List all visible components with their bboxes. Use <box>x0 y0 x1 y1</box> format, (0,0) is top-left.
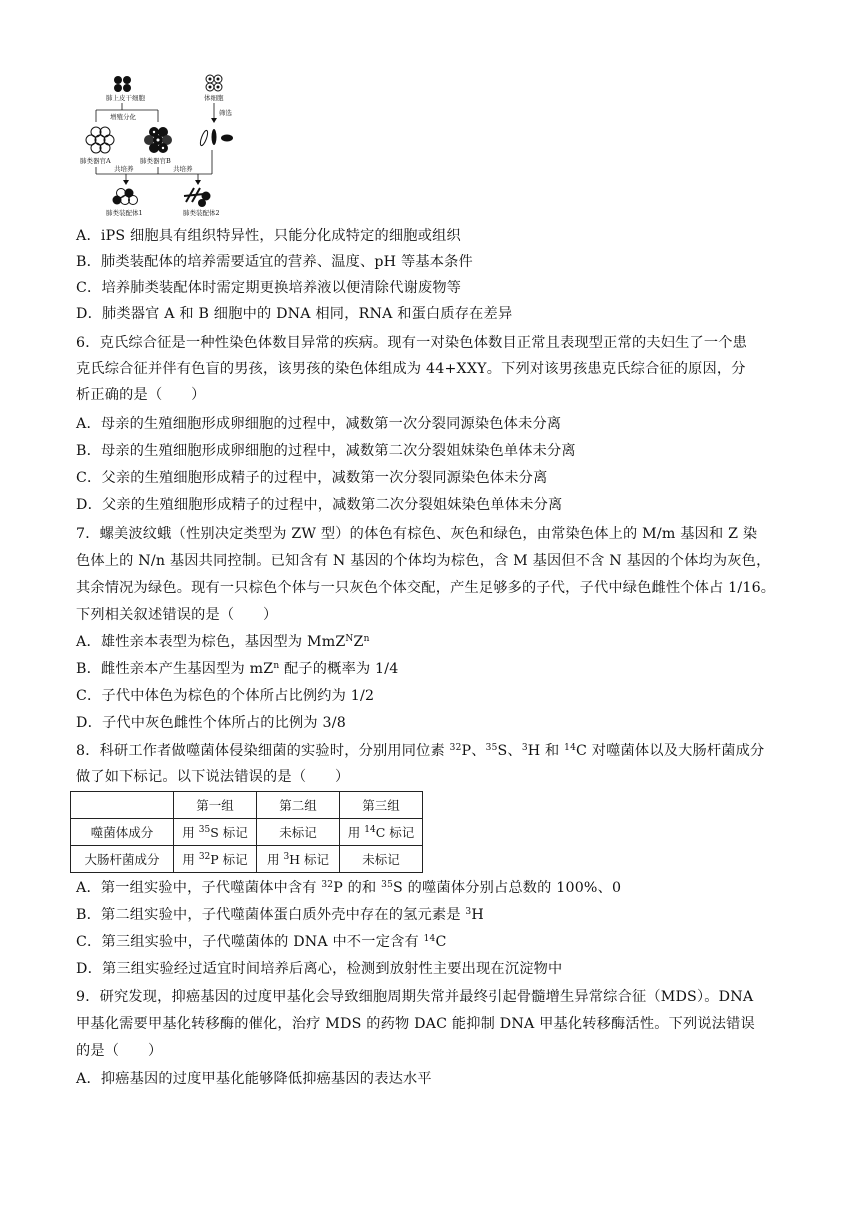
q8-c-sup: 14 <box>423 934 436 944</box>
q8-sup-14: 14 <box>564 743 576 753</box>
q5-option-a: A．iPS 细胞具有组织特异性，只能分化成特定的细胞或组织 <box>76 228 461 244</box>
q7-option-c: C．子代中体色为棕色的个体所占比例约为 1/2 <box>76 688 375 704</box>
q8-stem-p3: H 和 <box>527 743 565 759</box>
fig-label-somatic: 体细胞 <box>204 94 224 102</box>
q8-a-sup-2: 35 <box>381 880 394 890</box>
lung-organoid-figure <box>76 70 246 220</box>
cell-text: C 标记 <box>375 825 415 840</box>
fig-label-organ-b: 肺类器官B <box>140 157 171 165</box>
fig-label-proliferate: 增殖分化 <box>110 113 136 121</box>
q6-option-d: D．父亲的生殖细胞形成精子的过程中，减数第二次分裂姐妹染色单体未分离 <box>76 497 563 513</box>
q9-option-a: A．抑癌基因的过度甲基化能够降低抑癌基因的表达水平 <box>76 1071 432 1087</box>
q8-stem-line-1 <box>76 741 764 761</box>
q7-a-sup-1: N <box>345 634 354 644</box>
q6-stem-line-3: 析正确的是（ ） <box>76 387 206 403</box>
cell-text: S 标记 <box>210 825 248 840</box>
q7-stem-line-2: 色体上的 N/n 基因共同控制。已知含有 N 基因的个体均为棕色，含 M 基因但不含 N 基因的个体均为灰色， <box>76 553 771 569</box>
stem-cells-icon <box>114 76 131 92</box>
q8-option-a <box>76 878 621 898</box>
q8-option-d: D．第三组实验经过适宜时间培养后离心，检测到放射性主要出现在沉淀物中 <box>76 961 563 977</box>
q8-sup-35: 35 <box>485 743 498 753</box>
cell-text: P 标记 <box>210 852 248 867</box>
q8-c-text: C．第三组实验中，子代噬菌体的 DNA 中不一定含有 <box>76 934 424 950</box>
screened-cells-icon <box>199 129 233 146</box>
q8-stem-text: 8．科研工作者做噬菌体侵染细菌的实验时，分别用同位素 <box>76 743 450 759</box>
cell-sup: 3 <box>283 852 290 862</box>
q9-stem-line-3: 的是（ ） <box>76 1043 163 1059</box>
assembly-1-icon <box>113 189 138 205</box>
q8-a-mid: P 的和 <box>333 880 382 896</box>
table-cell <box>257 846 340 873</box>
fig-label-assembly-1: 肺类装配体1 <box>106 209 143 217</box>
q8-a-post: S 的噬菌体分别占总数的 100%、0 <box>393 880 622 896</box>
q8-stem-post: C 对噬菌体以及大肠杆菌成分 <box>576 743 765 759</box>
table-cell <box>174 846 257 873</box>
cell-text: H 标记 <box>289 852 330 867</box>
table-header-cell <box>71 792 174 819</box>
q8-a-text: A．第一组实验中，子代噬菌体中含有 <box>76 880 322 896</box>
q8-stem-line-2: 做了如下标记。以下说法错误的是（ ） <box>76 769 350 785</box>
fig-label-assembly-2: 肺类装配体2 <box>183 209 220 217</box>
q7-a-sup-2: n <box>363 634 370 644</box>
q7-b-sup: n <box>273 661 280 671</box>
q7-a-text: A．雄性亲本表型为棕色，基因型为 MmZ <box>76 634 346 650</box>
cell-text: 用 <box>266 852 284 867</box>
q7-a-mid: Z <box>353 634 364 650</box>
cell-sup: 14 <box>364 825 376 835</box>
q7-b-post: 配子的概率为 1/4 <box>279 661 399 677</box>
table-header-cell: 第一组 <box>174 792 257 819</box>
table-row-label: 噬菌体成分 <box>71 819 174 846</box>
fig-label-coculture-right: 共培养 <box>173 165 193 173</box>
q5-option-b: B．肺类装配体的培养需要适宜的营养、温度、pH 等基本条件 <box>76 254 473 270</box>
q7-stem-line-3: 其余情况为绿色。现有一只棕色个体与一只灰色个体交配，产生足够多的子代，子代中绿色雌性个体占 1/16。 <box>76 580 776 596</box>
labeling-table <box>70 791 423 873</box>
q8-b-sup: 3 <box>465 907 472 917</box>
q8-sup-32: 32 <box>449 743 462 753</box>
q8-b-post: H <box>471 907 484 923</box>
q7-b-text: B．雌性亲本产生基因型为 mZ <box>76 661 274 677</box>
table-header-row <box>71 792 423 819</box>
q6-option-b: B．母亲的生殖细胞形成卵细胞的过程中，减数第二次分裂姐妹染色单体未分离 <box>76 443 576 459</box>
q6-option-a: A．母亲的生殖细胞形成卵细胞的过程中，减数第一次分裂同源染色体未分离 <box>76 416 562 432</box>
table-header-cell: 第二组 <box>257 792 340 819</box>
q7-option-a <box>76 632 370 652</box>
q8-option-c <box>76 932 447 952</box>
q8-c-post: C <box>435 934 447 950</box>
cell-sup: 35 <box>198 825 211 835</box>
table-row <box>71 819 423 846</box>
q8-sup-3: 3 <box>521 743 528 753</box>
table-row-label: 大肠杆菌成分 <box>71 846 174 873</box>
table-cell: 未标记 <box>257 819 340 846</box>
q5-option-c: C．培养肺类装配体时需定期更换培养液以便清除代谢废物等 <box>76 280 462 296</box>
q8-stem-p1: P、 <box>461 743 486 759</box>
q6-stem-line-2: 克氏综合征并伴有色盲的男孩，该男孩的染色体组成为 44+XXY。下列对该男孩患克氏综合征的原因，分 <box>76 361 746 377</box>
organoid-b-icon <box>144 127 172 153</box>
q8-stem-p2: S、 <box>497 743 522 759</box>
table-cell <box>340 819 423 846</box>
q8-a-sup-1: 32 <box>321 880 334 890</box>
q7-stem-line-1: 7．螺美波纹蛾（性别决定类型为 ZW 型）的体色有棕色、灰色和绿色，由常染色体上的 M/m 基因和 Z 染 <box>76 526 758 542</box>
cell-text: 用 <box>182 825 199 840</box>
q7-stem-line-4: 下列相关叙述错误的是（ ） <box>76 607 278 623</box>
fig-label-lung-stem: 肺上皮干细胞 <box>106 94 145 102</box>
q6-option-c: C．父亲的生殖细胞形成精子的过程中，减数第一次分裂同源染色体未分离 <box>76 470 548 486</box>
somatic-cells-icon <box>206 75 222 91</box>
table-header-cell: 第三组 <box>340 792 423 819</box>
cell-sup: 32 <box>198 852 211 862</box>
cell-text: 用 <box>182 852 199 867</box>
fig-label-coculture-left: 共培养 <box>114 165 134 173</box>
assembly-2-icon <box>184 188 211 207</box>
fig-label-screen: 筛选 <box>219 109 232 117</box>
q6-stem-line-1: 6．克氏综合征是一种性染色体数目异常的疾病。现有一对染色体数目正常且表现型正常的夫妇生了一个患 <box>76 335 748 351</box>
q9-stem-line-2: 甲基化需要甲基化转移酶的催化，治疗 MDS 的药物 DAC 能抑制 DNA 甲基化转移酶活性。下列说法错误 <box>76 1016 755 1032</box>
q9-stem-line-1: 9．研究发现，抑癌基因的过度甲基化会导致细胞周期失常并最终引起骨髓增生异常综合征（MDS）。DNA <box>76 989 754 1005</box>
q7-option-d: D．子代中灰色雌性个体所占的比例为 3/8 <box>76 715 346 731</box>
q7-option-b <box>76 659 399 679</box>
cell-text: 用 <box>347 825 365 840</box>
table-cell <box>174 819 257 846</box>
table-cell: 未标记 <box>340 846 423 873</box>
q8-option-b <box>76 905 484 925</box>
table-row <box>71 846 423 873</box>
q5-option-d: D．肺类器官 A 和 B 细胞中的 DNA 相同，RNA 和蛋白质存在差异 <box>76 306 513 322</box>
organoid-a-icon <box>86 127 114 153</box>
q8-b-text: B．第二组实验中，子代噬菌体蛋白质外壳中存在的氢元素是 <box>76 907 466 923</box>
fig-label-organ-a: 肺类器官A <box>80 157 111 165</box>
